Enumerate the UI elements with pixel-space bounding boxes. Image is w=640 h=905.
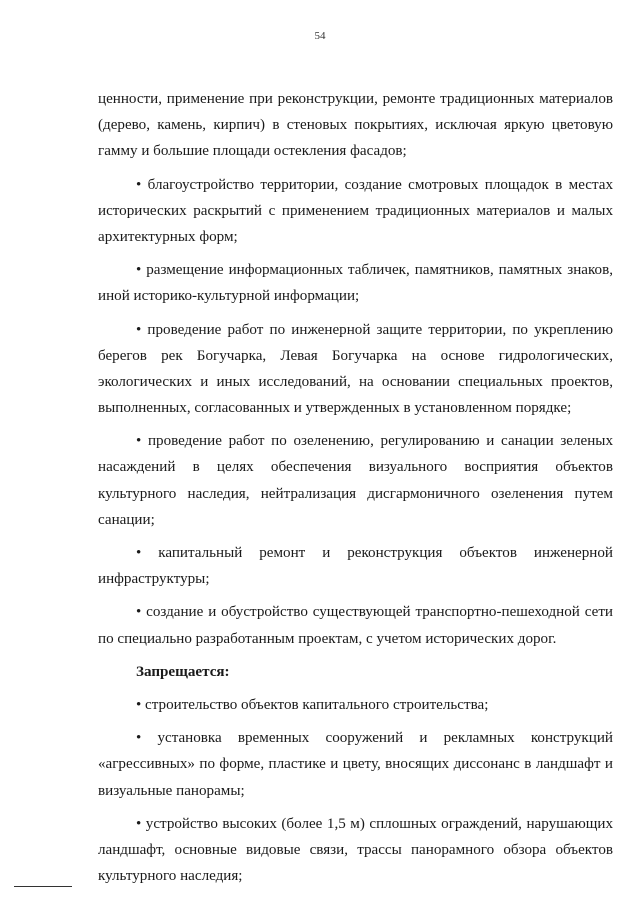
text-line: • создание и обустройство существующей транспортно-пешеходной сети [136,604,613,621]
text-line: • строительство объектов капитального строительства; [136,696,489,713]
text-line: • проведение работ по инженерной защите территории, по укреплению [136,321,613,338]
text-line: • проведение работ по озеленению, регулированию и санации зеленых [136,433,613,450]
bullet-paragraph [98,599,613,651]
text-line: • благоустройство территории, создание смотровых площадок в местах [136,176,613,193]
bullet-paragraph [98,428,613,533]
text-line: • устройство высоких (более 1,5 м) сплошных ограждений, нарушающих [136,815,613,832]
prohibited-heading: Запрещается: [136,663,230,680]
text-line: культурного наследия; [98,868,243,885]
text-line: ландшафт, основные видовые связи, трассы панорамного обзора объектов [98,841,613,858]
bullet-paragraph [98,540,613,592]
text-line: берегов рек Богучарка, Левая Богучарка на основе гидрологических, [98,347,613,364]
bullet-paragraph [98,257,613,309]
text-line: санации; [98,511,155,528]
text-line: визуальные панорамы; [98,782,245,799]
bullet-paragraph [98,692,613,718]
text-line: ценности, применение при реконструкции, ремонте традиционных материалов [98,91,613,107]
bullet-paragraph [98,317,613,422]
text-line: • установка временных сооружений и рекламных конструкций [136,730,613,747]
text-line: инфраструктуры; [98,571,210,588]
text-line: гамму и большие площади остекления фасадов; [98,143,407,160]
page-number: 54 [314,30,326,42]
document-body [98,86,613,889]
text-line: архитектурных форм; [98,228,238,245]
text-line: • размещение информационных табличек, памятников, памятных знаков, [136,262,613,279]
text-line: культурного наследия, нейтрализация дисгармоничного озеленения путем [98,485,613,502]
text-line: иной историко-культурной информации; [98,288,360,305]
text-line: насаждений в целях обеспечения визуального восприятия объектов [98,459,613,476]
text-line: выполненных, согласованных и утвержденных в установленном порядке; [98,400,572,417]
section-heading [98,659,613,685]
text-line: (дерево, камень, кирпич) в стеновых покрытиях, исключая яркую цветовую [98,117,613,134]
text-line: • капитальный ремонт и реконструкция объектов инженерной [136,545,613,561]
bullet-paragraph [98,172,613,251]
text-line: «агрессивных» по форме, пластике и цвету, вносящих диссонанс в ландшафт и [98,756,613,773]
text-line: по специально разработанным проектам, с учетом исторических дорог. [98,630,557,647]
bullet-paragraph [98,725,613,804]
paragraph [98,86,613,165]
bullet-paragraph [98,811,613,890]
text-line: исторических раскрытий с применением традиционных материалов и малых [98,202,613,219]
text-line: экологических и иных исследований, на основании специальных проектов, [98,373,613,390]
footer-rule [14,886,72,887]
